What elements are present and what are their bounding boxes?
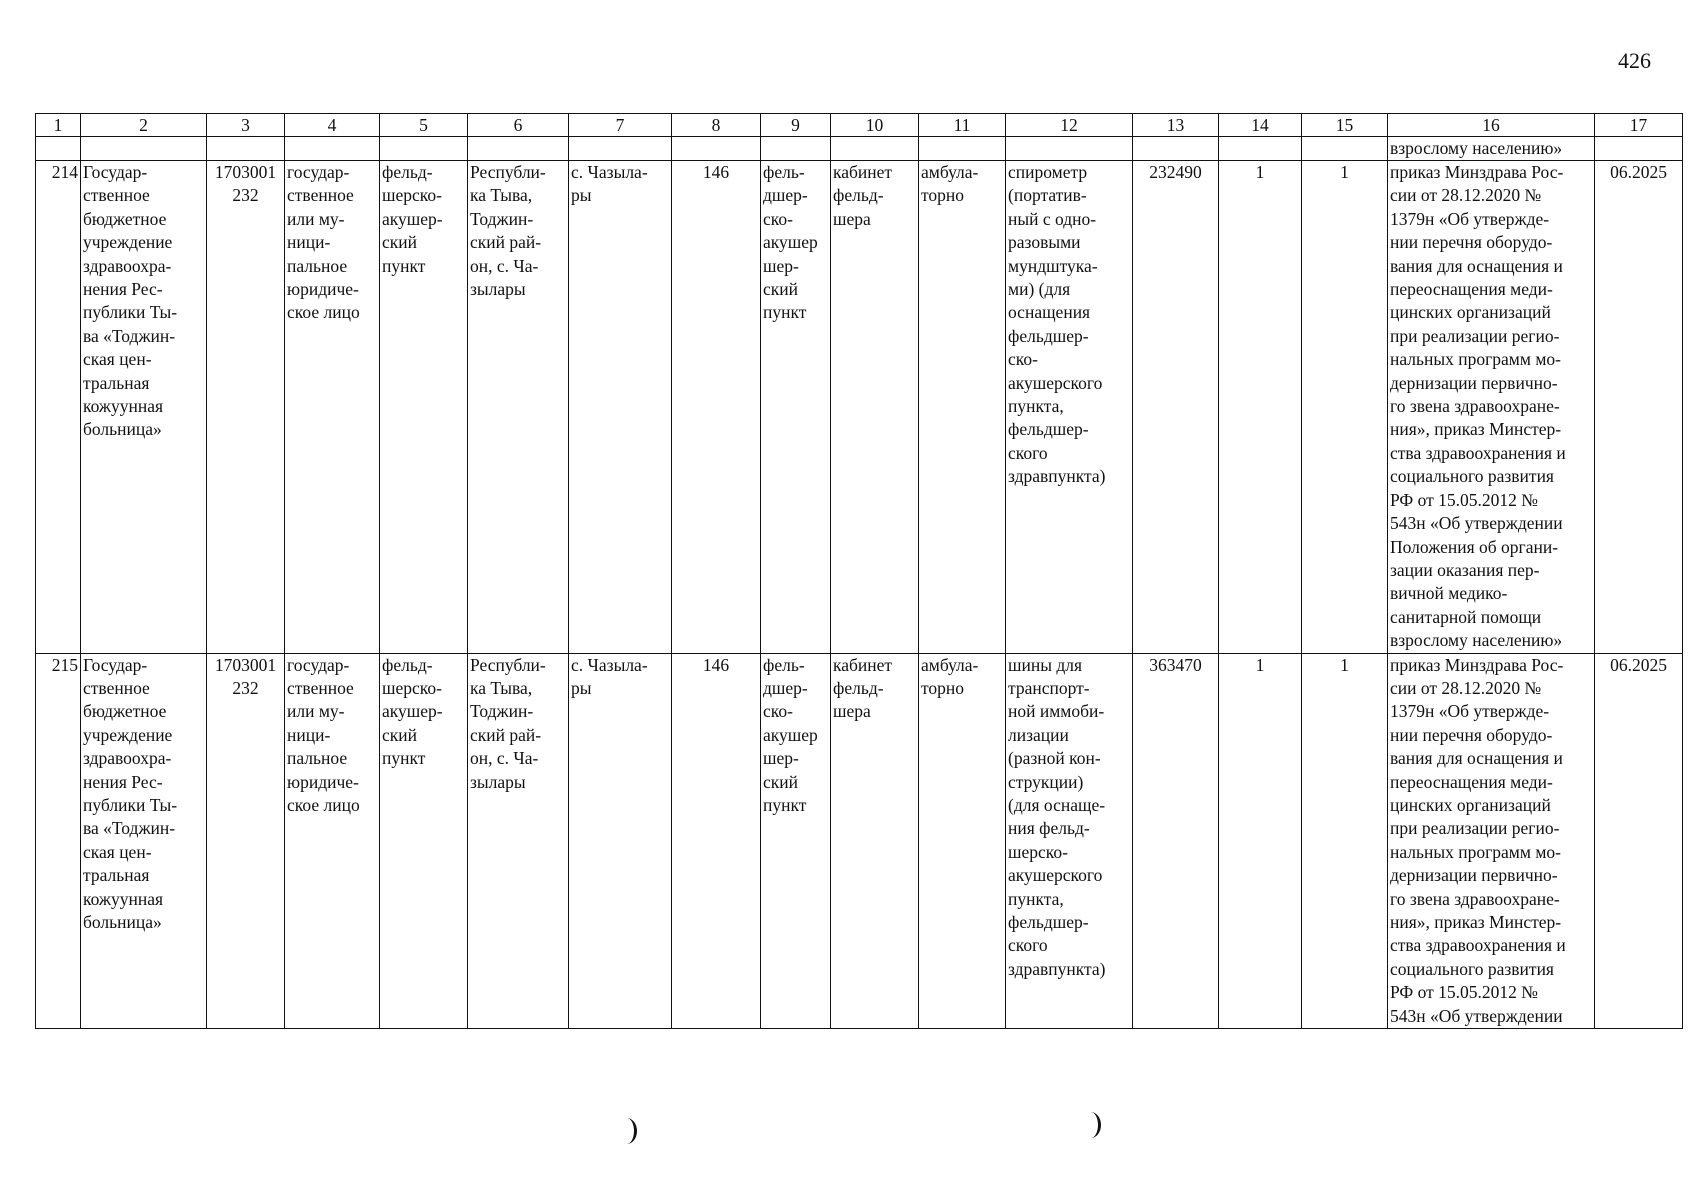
column-number: 6 bbox=[468, 114, 569, 137]
column-number: 15 bbox=[1302, 114, 1388, 137]
room: кабинет фельд- шера bbox=[831, 653, 919, 1029]
row-number: 214 bbox=[36, 161, 81, 654]
table-cell bbox=[468, 137, 569, 161]
quantity: 1 bbox=[1219, 653, 1302, 1029]
column-number: 4 bbox=[285, 114, 380, 137]
population: 146 bbox=[672, 653, 761, 1029]
column-number: 11 bbox=[919, 114, 1006, 137]
table-row bbox=[36, 653, 1683, 1029]
column-number: 16 bbox=[1388, 114, 1595, 137]
legal-basis: приказ Минздрава Рос- сии от 28.12.2020 № 1379н «Об утвержде- нии перечня оборудо- вания для оснащения и переоснащения меди- цинских организаций при реализации регио- нальных программ мо- дернизации первично- го звена здравоохране- ния», приказ Минстер- ства здравоохранения и социального развития РФ от 15.05.2012 № 543н «Об утверждении Положения об органи- зации оказания пер- вичной медико- санитарной помощи взрослому населению» bbox=[1388, 161, 1595, 654]
quantity: 1 bbox=[1219, 161, 1302, 654]
table-cell bbox=[672, 137, 761, 161]
continuation-row bbox=[36, 137, 1683, 161]
table-cell bbox=[380, 137, 468, 161]
unit-type: фель- дшер- ско- акушер шер- ский пункт bbox=[761, 161, 831, 654]
equipment-name: шины для транспорт- ной иммоби- лизации (разной кон- струкции) (для оснаще- ния фельд- шерско- акушерского пункта, фельдшер- ского здравпункта) bbox=[1006, 653, 1133, 1029]
address: Республи- ка Тыва, Тоджин- ский рай- он, с. Ча- зылары bbox=[468, 653, 569, 1029]
quantity: 1 bbox=[1302, 161, 1388, 654]
legal-basis: приказ Минздрава Рос- сии от 28.12.2020 № 1379н «Об утвержде- нии перечня оборудо- вания для оснащения и переоснащения меди- цинских организаций при реализации регио- нальных программ мо- дернизации первично- го звена здравоохране- ния», приказ Минстер- ства здравоохранения и социального развития РФ от 15.05.2012 № 543н «Об утверждении bbox=[1388, 653, 1595, 1029]
organization-code: 1703001 232 bbox=[207, 161, 285, 654]
column-number: 1 bbox=[36, 114, 81, 137]
legal-form: государ- ственное или му- ници- пальное юридиче- ское лицо bbox=[285, 161, 380, 654]
column-number: 8 bbox=[672, 114, 761, 137]
column-number: 14 bbox=[1219, 114, 1302, 137]
column-number: 2 bbox=[81, 114, 207, 137]
equipment-name: спирометр (портатив- ный с одно- разовыми мундштука- ми) (для оснащения фельдшер- ско- акушерского пункта, фельдшер- ского здравпункта) bbox=[1006, 161, 1133, 654]
unit-type: фель- дшер- ско- акушер шер- ский пункт bbox=[761, 653, 831, 1029]
organization-code: 1703001 232 bbox=[207, 653, 285, 1029]
population: 146 bbox=[672, 161, 761, 654]
table-cell bbox=[919, 137, 1006, 161]
table-cell bbox=[569, 137, 672, 161]
facility-type: фельд- шерско- акушер- ский пункт bbox=[380, 653, 468, 1029]
price: 232490 bbox=[1133, 161, 1219, 654]
table-cell bbox=[1219, 137, 1302, 161]
table-cell bbox=[831, 137, 919, 161]
row-number: 215 bbox=[36, 653, 81, 1029]
settlement: с. Чазыла- ры bbox=[569, 653, 672, 1029]
quantity: 1 bbox=[1302, 653, 1388, 1029]
table-cell bbox=[1302, 137, 1388, 161]
page-number: 426 bbox=[1618, 48, 1651, 73]
table-cell bbox=[81, 137, 207, 161]
room: кабинет фельд- шера bbox=[831, 161, 919, 654]
column-number: 17 bbox=[1595, 114, 1683, 137]
facility-type: фельд- шерско- акушер- ский пункт bbox=[380, 161, 468, 654]
column-number: 13 bbox=[1133, 114, 1219, 137]
column-number-row bbox=[36, 114, 1683, 137]
table-cell bbox=[285, 137, 380, 161]
equipment-table bbox=[35, 113, 1683, 1029]
table-cell bbox=[1006, 137, 1133, 161]
column-number: 12 bbox=[1006, 114, 1133, 137]
column-number: 7 bbox=[569, 114, 672, 137]
table-cell: взрослому населению» bbox=[1388, 137, 1595, 161]
column-number: 9 bbox=[761, 114, 831, 137]
signature-mark bbox=[620, 1118, 637, 1144]
legal-form: государ- ственное или му- ници- пальное юридиче- ское лицо bbox=[285, 653, 380, 1029]
organization-name: Государ- ственное бюджетное учреждение здравоохра- нения Рес- публики Ты- ва «Тоджин- ская цен- тральная кожуунная больница» bbox=[81, 161, 207, 654]
settlement: с. Чазыла- ры bbox=[569, 161, 672, 654]
table-cell bbox=[207, 137, 285, 161]
table-cell bbox=[36, 137, 81, 161]
table-cell bbox=[1595, 137, 1683, 161]
address: Республи- ка Тыва, Тоджин- ский рай- он, с. Ча- зылары bbox=[468, 161, 569, 654]
deadline: 06.2025 bbox=[1595, 653, 1683, 1029]
care-mode: амбула- торно bbox=[919, 653, 1006, 1029]
table-cell bbox=[761, 137, 831, 161]
column-number: 5 bbox=[380, 114, 468, 137]
column-number: 10 bbox=[831, 114, 919, 137]
column-number: 3 bbox=[207, 114, 285, 137]
table-row bbox=[36, 161, 1683, 654]
signature-mark bbox=[1084, 1112, 1101, 1138]
price: 363470 bbox=[1133, 653, 1219, 1029]
table-cell bbox=[1133, 137, 1219, 161]
care-mode: амбула- торно bbox=[919, 161, 1006, 654]
deadline: 06.2025 bbox=[1595, 161, 1683, 654]
organization-name: Государ- ственное бюджетное учреждение здравоохра- нения Рес- публики Ты- ва «Тоджин- ская цен- тральная кожуунная больница» bbox=[81, 653, 207, 1029]
